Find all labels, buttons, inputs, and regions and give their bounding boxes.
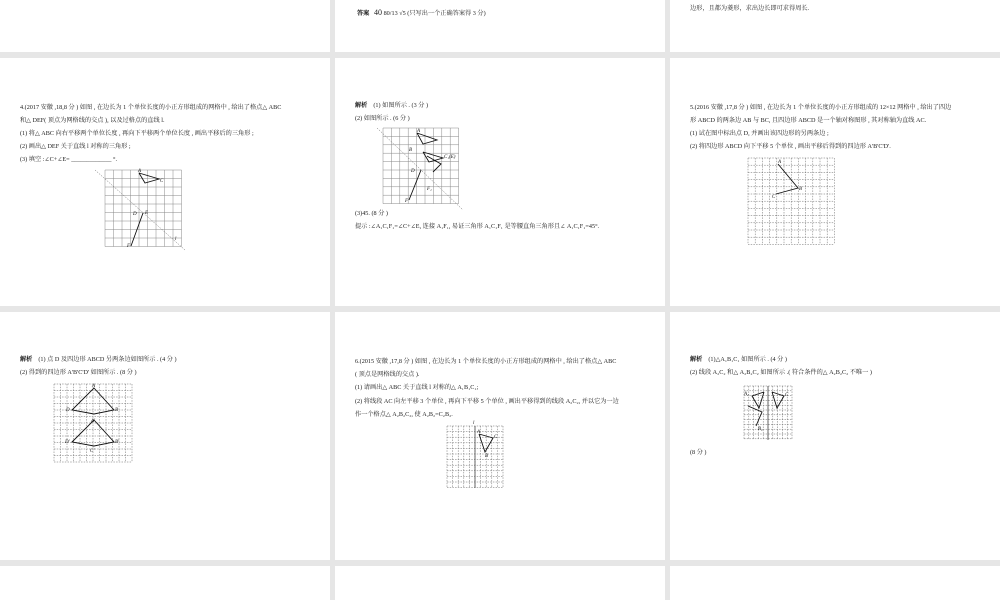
q6-grid-figure	[447, 421, 503, 488]
sol4-line-2: (2) 如图所示 . (6 分 )	[355, 115, 410, 122]
slide-bottom-right	[670, 566, 1000, 600]
q5-line-2: 形 ABCD 的两条边 AB 与 BC, 且四边形 ABCD 是一个轴对称图形 , 其对称轴为直线 AC.	[690, 117, 927, 124]
sol6-line-1	[690, 354, 787, 367]
slide-question-5	[670, 58, 1000, 306]
slide-top-right	[670, 0, 1000, 52]
svg-text:C': C'	[90, 449, 95, 454]
sol6-text-1: (1)△A₁B₁C₁ 如图所示 . (4 分 )	[708, 356, 787, 363]
q6-line-3: (1) 请画出△ ABC 关于直线 l 对称的△ A₁B₁C₁;	[355, 384, 479, 391]
svg-text:F₁: F₁	[427, 187, 432, 192]
q4-line-4: (2) 画出△ DEF 关于直线 l 对称的三角形 ;	[20, 143, 131, 150]
sol4-label: 解析	[355, 102, 368, 109]
sol6-line-3: (8 分 )	[690, 449, 707, 456]
svg-text:A: A	[417, 129, 421, 134]
svg-text:B: B	[115, 408, 119, 413]
sol6-grid-figure	[744, 386, 792, 440]
svg-text:B₂: B₂	[758, 427, 763, 432]
answer-sqrt: √5	[399, 10, 406, 17]
svg-text:F: F	[405, 199, 409, 204]
svg-text:F: F	[127, 244, 131, 249]
q5-line-4: (2) 将四边形 ABCD 向下平移 5 个单位 , 画出平移后得到的四边形 A'B'C'D'.	[690, 143, 891, 150]
sol4-grid-figure	[383, 128, 459, 204]
q5-line-1: 5.(2016 安徽 ,17,8 分 ) 如图 , 在边长为 1 个单位长度的小正方形组成的 12×12 网格中 , 给出了四边	[690, 104, 952, 111]
q5-grid-figure	[748, 158, 834, 244]
sol4-line-1	[355, 100, 428, 113]
q4-line-5: (3) 填空 :∠C+∠E= _____________ °.	[20, 156, 117, 163]
svg-text:l: l	[473, 421, 475, 426]
top-right-text: 边形，且都为菱形，求出边长即可求得周长.	[690, 5, 810, 12]
sol5-line-2: (2) 得到的四边形 A'B'C'D' 如图所示 . (8 分 )	[20, 369, 137, 376]
slide-bottom-middle	[335, 566, 665, 600]
sol6-label: 解析	[690, 356, 703, 363]
svg-text:D: D	[411, 169, 415, 174]
svg-text:A: A	[92, 384, 96, 389]
q4-line-2: 和△ DEF( 顶点为网格线的交点 ), 以及过格点的直线 l.	[20, 117, 165, 124]
q4-line-1: 4.(2017 安徽 ,18,8 分 ) 如图 , 在边长为 1 个单位长度的小正方形组成的网格中 , 给出了格点△ ABC	[20, 104, 282, 111]
answer-label: 答案	[357, 10, 370, 17]
svg-text:C₁(E): C₁(E)	[444, 155, 456, 160]
slide-solution-6	[670, 312, 1000, 560]
svg-text:l: l	[175, 237, 177, 242]
q4-grid-figure	[105, 170, 183, 248]
q6-line-4: (2) 将线段 AC 向左平移 3 个单位 , 再向下平移 5 个单位 , 画出平移得到的线段 A₂C₂, 并以它为一边	[355, 398, 619, 405]
sol4-text-1: (1) 如图所示 . (3 分 )	[373, 102, 429, 109]
svg-text:C: C	[494, 435, 498, 440]
sol5-label: 解析	[20, 356, 33, 363]
slide-bottom-left	[0, 566, 330, 600]
q4-line-3: (1) 将△ ABC 向右平移两个单位长度 , 再向下平移两个单位长度 , 画出平移后的三角形 ;	[20, 130, 254, 137]
svg-text:A: A	[477, 430, 481, 435]
svg-text:B': B'	[115, 440, 120, 445]
svg-text:E: E	[145, 211, 149, 216]
slide-top-middle	[335, 0, 665, 52]
grid-lines	[748, 158, 834, 244]
svg-text:D: D	[133, 212, 137, 217]
svg-text:D': D'	[65, 440, 70, 445]
svg-text:A₁: A₁	[744, 392, 749, 397]
svg-text:B: B	[485, 454, 489, 459]
sol4-line-3: (3)45. (8 分 )	[355, 210, 388, 217]
svg-text:D: D	[66, 408, 70, 413]
q6-line-5: 作一个格点△ A₂B₂C₂, 使 A₂B₂=C₂B₂.	[355, 411, 453, 418]
slide-question-4	[0, 58, 330, 306]
answer-value: 40	[374, 8, 383, 17]
q5-line-3: (1) 试在图中标出点 D, 并画出该四边形的另两条边 ;	[690, 130, 829, 137]
slide-solution-4	[335, 58, 665, 306]
svg-text:C: C	[785, 393, 789, 398]
svg-text:A': A'	[91, 419, 96, 424]
sol5-line-1	[20, 354, 177, 367]
sol5-text-1: (1) 点 D 及四边形 ABCD 另两条边如图所示 . (4 分 )	[38, 356, 177, 363]
svg-text:B: B	[409, 148, 413, 153]
answer-note: (只写出一个正确答案得 3 分)	[407, 10, 486, 17]
slide-solution-5	[0, 312, 330, 560]
svg-text:B: B	[799, 187, 803, 192]
answer-fraction: 80/13	[383, 10, 398, 17]
sol6-line-2: (2) 线段 A₂C₂ 和△ A₂B₂C₂ 如图所示 .( 符合条件的△ A₂B₂C₂ 不唯一 )	[690, 369, 872, 376]
answer-line	[357, 7, 486, 21]
sol5-grid-figure	[54, 384, 132, 462]
svg-text:A: A	[138, 169, 142, 174]
slide-question-6	[335, 312, 665, 560]
grid-lines	[105, 170, 182, 247]
q6-line-2: ( 顶点是网格线的交点 ).	[355, 371, 420, 378]
svg-text:C: C	[772, 195, 776, 200]
svg-text:C: C	[160, 179, 164, 184]
sol4-line-4: 提示 :∠A₁C₁F₁=∠C+∠E, 连接 A₁F₁, 易证三角形 A₁C₁F₁ 是等腰直角三角形且∠ A₁C₁F₁=45°.	[355, 223, 600, 230]
q6-line-1: 6.(2015 安徽 ,17,8 分 ) 如图 , 在边长为 1 个单位长度的小正方形组成的网格中 , 给出了格点△ ABC	[355, 358, 617, 365]
svg-text:A: A	[778, 160, 782, 165]
slide-top-left	[0, 0, 330, 52]
